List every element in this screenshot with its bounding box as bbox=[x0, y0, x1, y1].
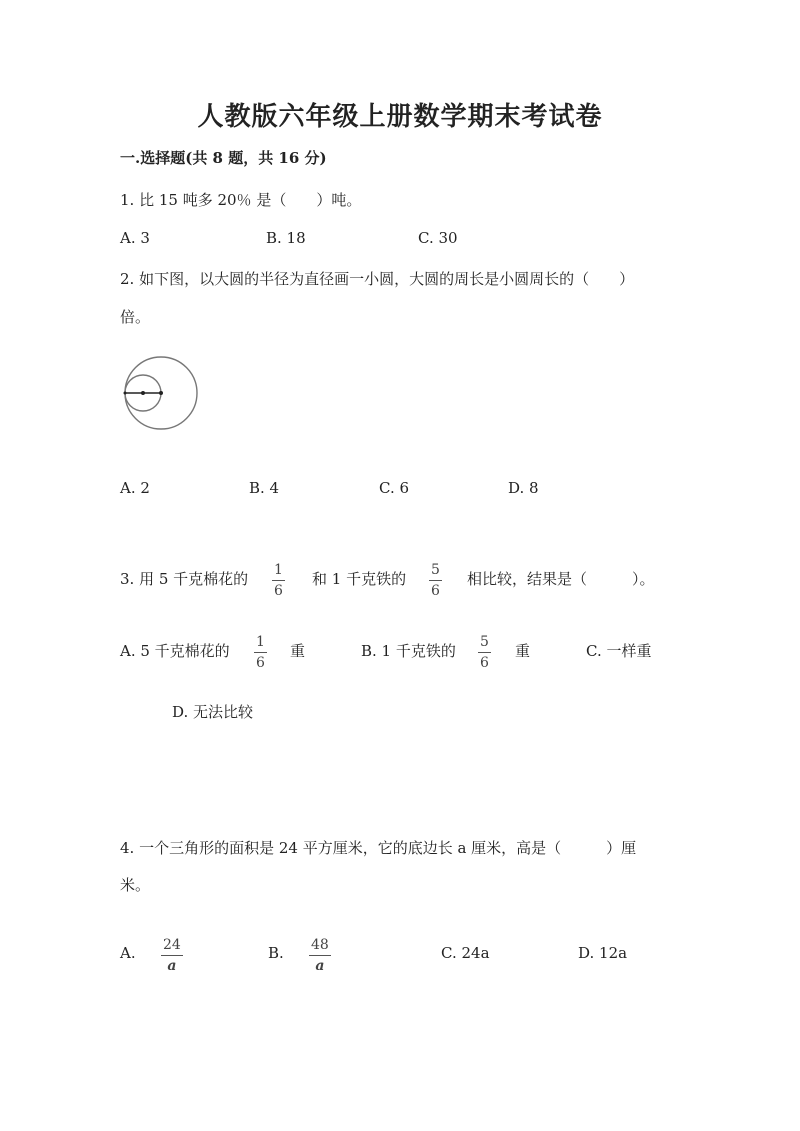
q3-fraction-one-sixth bbox=[272, 563, 285, 598]
endpoint-dot-right bbox=[159, 391, 163, 395]
fraction-numerator: 5 bbox=[480, 634, 489, 650]
q4-option-b-fraction bbox=[309, 938, 331, 973]
q3-option-b-fraction bbox=[478, 635, 491, 670]
q2-option-a[interactable]: A. 2 bbox=[120, 479, 150, 497]
q2-stem-line1: 2. 如下图，以大圆的半径为直径画一小圆，大圆的周长是小圆周长的（ ） bbox=[120, 270, 635, 288]
q1-option-a[interactable]: A. 3 bbox=[120, 229, 150, 247]
q3-stem-middle: 和 1 千克铁的 bbox=[312, 570, 407, 588]
q4-option-a-fraction bbox=[161, 938, 183, 973]
q3-option-c[interactable]: C. 一样重 bbox=[586, 642, 652, 660]
circles-figure bbox=[118, 352, 204, 440]
q4-stem-line1: 4. 一个三角形的面积是 24 平方厘米，它的底边长 a 厘米，高是（ ）厘 bbox=[120, 839, 637, 857]
fraction-numerator: 24 bbox=[163, 937, 181, 953]
q4-option-d[interactable]: D. 12a bbox=[578, 944, 628, 962]
q3-option-a-fraction bbox=[254, 635, 267, 670]
section-heading: 一.选择题(共 8 题，共 16 分) bbox=[120, 149, 327, 167]
center-dot bbox=[141, 391, 145, 395]
q4-option-a-label[interactable]: A. bbox=[120, 944, 136, 962]
q1-stem: 1. 比 15 吨多 20％ 是（ ）吨。 bbox=[120, 191, 362, 209]
fraction-numerator: 5 bbox=[431, 562, 440, 578]
q2-option-d[interactable]: D. 8 bbox=[508, 479, 539, 497]
q4-option-b-label[interactable]: B. bbox=[268, 944, 284, 962]
fraction-denominator: 6 bbox=[274, 583, 283, 599]
q2-stem-line2: 倍。 bbox=[120, 308, 151, 326]
fraction-numerator: 1 bbox=[256, 634, 265, 650]
q3-stem-prefix: 3. 用 5 千克棉花的 bbox=[120, 570, 249, 588]
fraction-denominator: 6 bbox=[480, 655, 489, 671]
q3-option-a-suffix: 重 bbox=[290, 642, 306, 660]
q1-option-b[interactable]: B. 18 bbox=[266, 229, 306, 247]
q2-option-b[interactable]: B. 4 bbox=[249, 479, 280, 497]
q2-option-c[interactable]: C. 6 bbox=[379, 479, 410, 497]
q3-option-d[interactable]: D. 无法比较 bbox=[172, 703, 254, 721]
q3-fraction-five-sixths bbox=[429, 563, 442, 598]
fraction-denominator: a bbox=[167, 958, 177, 974]
q4-stem-line2: 米。 bbox=[120, 876, 151, 894]
fraction-denominator: 6 bbox=[256, 655, 265, 671]
q4-option-c[interactable]: C. 24a bbox=[441, 944, 490, 962]
fraction-numerator: 1 bbox=[274, 562, 283, 578]
q3-option-a-prefix[interactable]: A. 5 千克棉花的 bbox=[120, 642, 230, 660]
q3-option-b-prefix[interactable]: B. 1 千克铁的 bbox=[361, 642, 456, 660]
fraction-denominator: 6 bbox=[431, 583, 440, 599]
endpoint-dot-left bbox=[124, 392, 127, 395]
fraction-denominator: a bbox=[315, 958, 325, 974]
exam-title: 人教版六年级上册数学期末考试卷 bbox=[197, 102, 603, 132]
q3-option-b-suffix: 重 bbox=[515, 642, 531, 660]
fraction-numerator: 48 bbox=[311, 937, 329, 953]
q3-stem-suffix: 相比较，结果是（ ）。 bbox=[467, 570, 655, 588]
q1-option-c[interactable]: C. 30 bbox=[418, 229, 458, 247]
